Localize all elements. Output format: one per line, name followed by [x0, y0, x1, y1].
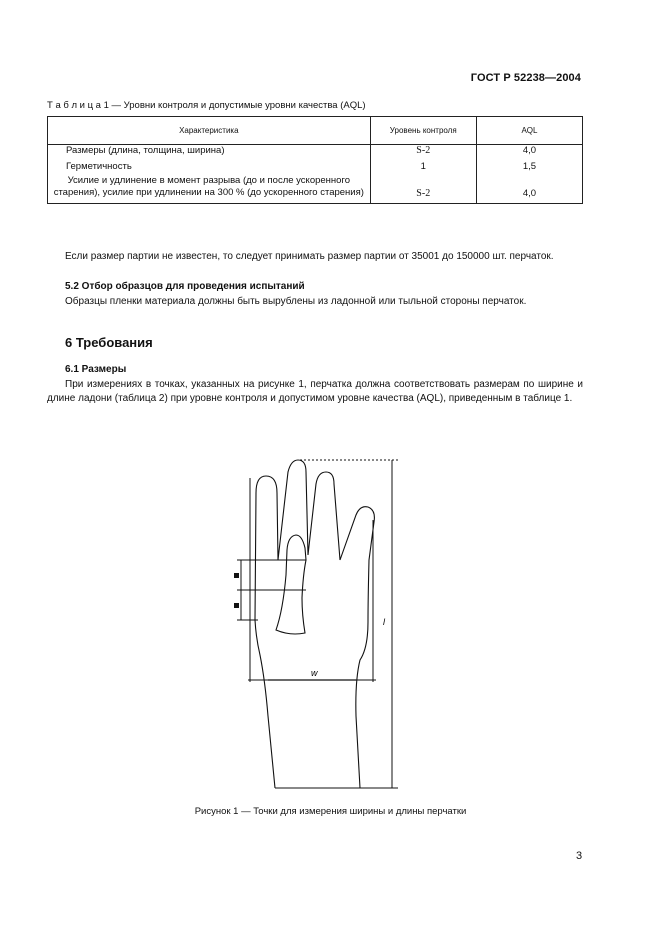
section-5-2-text: Образцы пленки материала должны быть вырублены из ладонной или тыльной стороны перчаток. — [65, 296, 527, 307]
section-5-2-title: 5.2 Отбор образцов для проведения испытаний — [65, 281, 305, 292]
cell-level: S-2 — [370, 145, 476, 162]
cell-characteristic: Герметичность — [66, 161, 132, 172]
standard-header: ГОСТ Р 52238—2004 — [470, 72, 581, 84]
paragraph-lot-size: Если размер партии не известен, то следует принимать размер партии от 35001 до 150000 шт. перчаток. — [65, 251, 554, 262]
cell-level: 1 — [370, 161, 476, 175]
cell-characteristic: Размеры (длина, толщина, ширина) — [66, 145, 225, 156]
col-header-level: Уровень контроля — [370, 117, 476, 145]
dimension-lines — [234, 460, 398, 788]
cell-aql: 4,0 — [476, 145, 582, 162]
width-label: w — [311, 668, 318, 678]
col-header-aql: AQL — [476, 117, 582, 145]
length-label: l — [383, 617, 385, 627]
cell-characteristic: Усилие и удлинение в момент разрыва (до и после ускоренного старения), усилие при удлинении на 300 % (до ускоренного старения) — [53, 175, 364, 198]
page-number: 3 — [576, 850, 583, 862]
cell-level: S-2 — [370, 175, 476, 204]
cell-aql: 4,0 — [476, 175, 582, 204]
figure-caption: Рисунок 1 — Точки для измерения ширины и длины перчатки — [194, 806, 467, 817]
section-6-title: 6 Требования — [65, 335, 153, 350]
col-header-characteristic: Характеристика — [48, 117, 371, 145]
section-6-1-title: 6.1 Размеры — [65, 364, 127, 375]
table-caption: Т а б л и ц а 1 — Уровни контроля и допустимые уровни качества (AQL) — [47, 100, 366, 111]
glove-outline — [255, 460, 374, 788]
cell-aql: 1,5 — [476, 161, 582, 175]
section-6-1-text: При измерениях в точках, указанных на рисунке 1, перчатка должна соответствовать размерам по ширине и длине ладони (таблица 2) при уровне контроля и допустимом уровне качества (AQL), приведенным в таблице 1. — [47, 379, 583, 404]
